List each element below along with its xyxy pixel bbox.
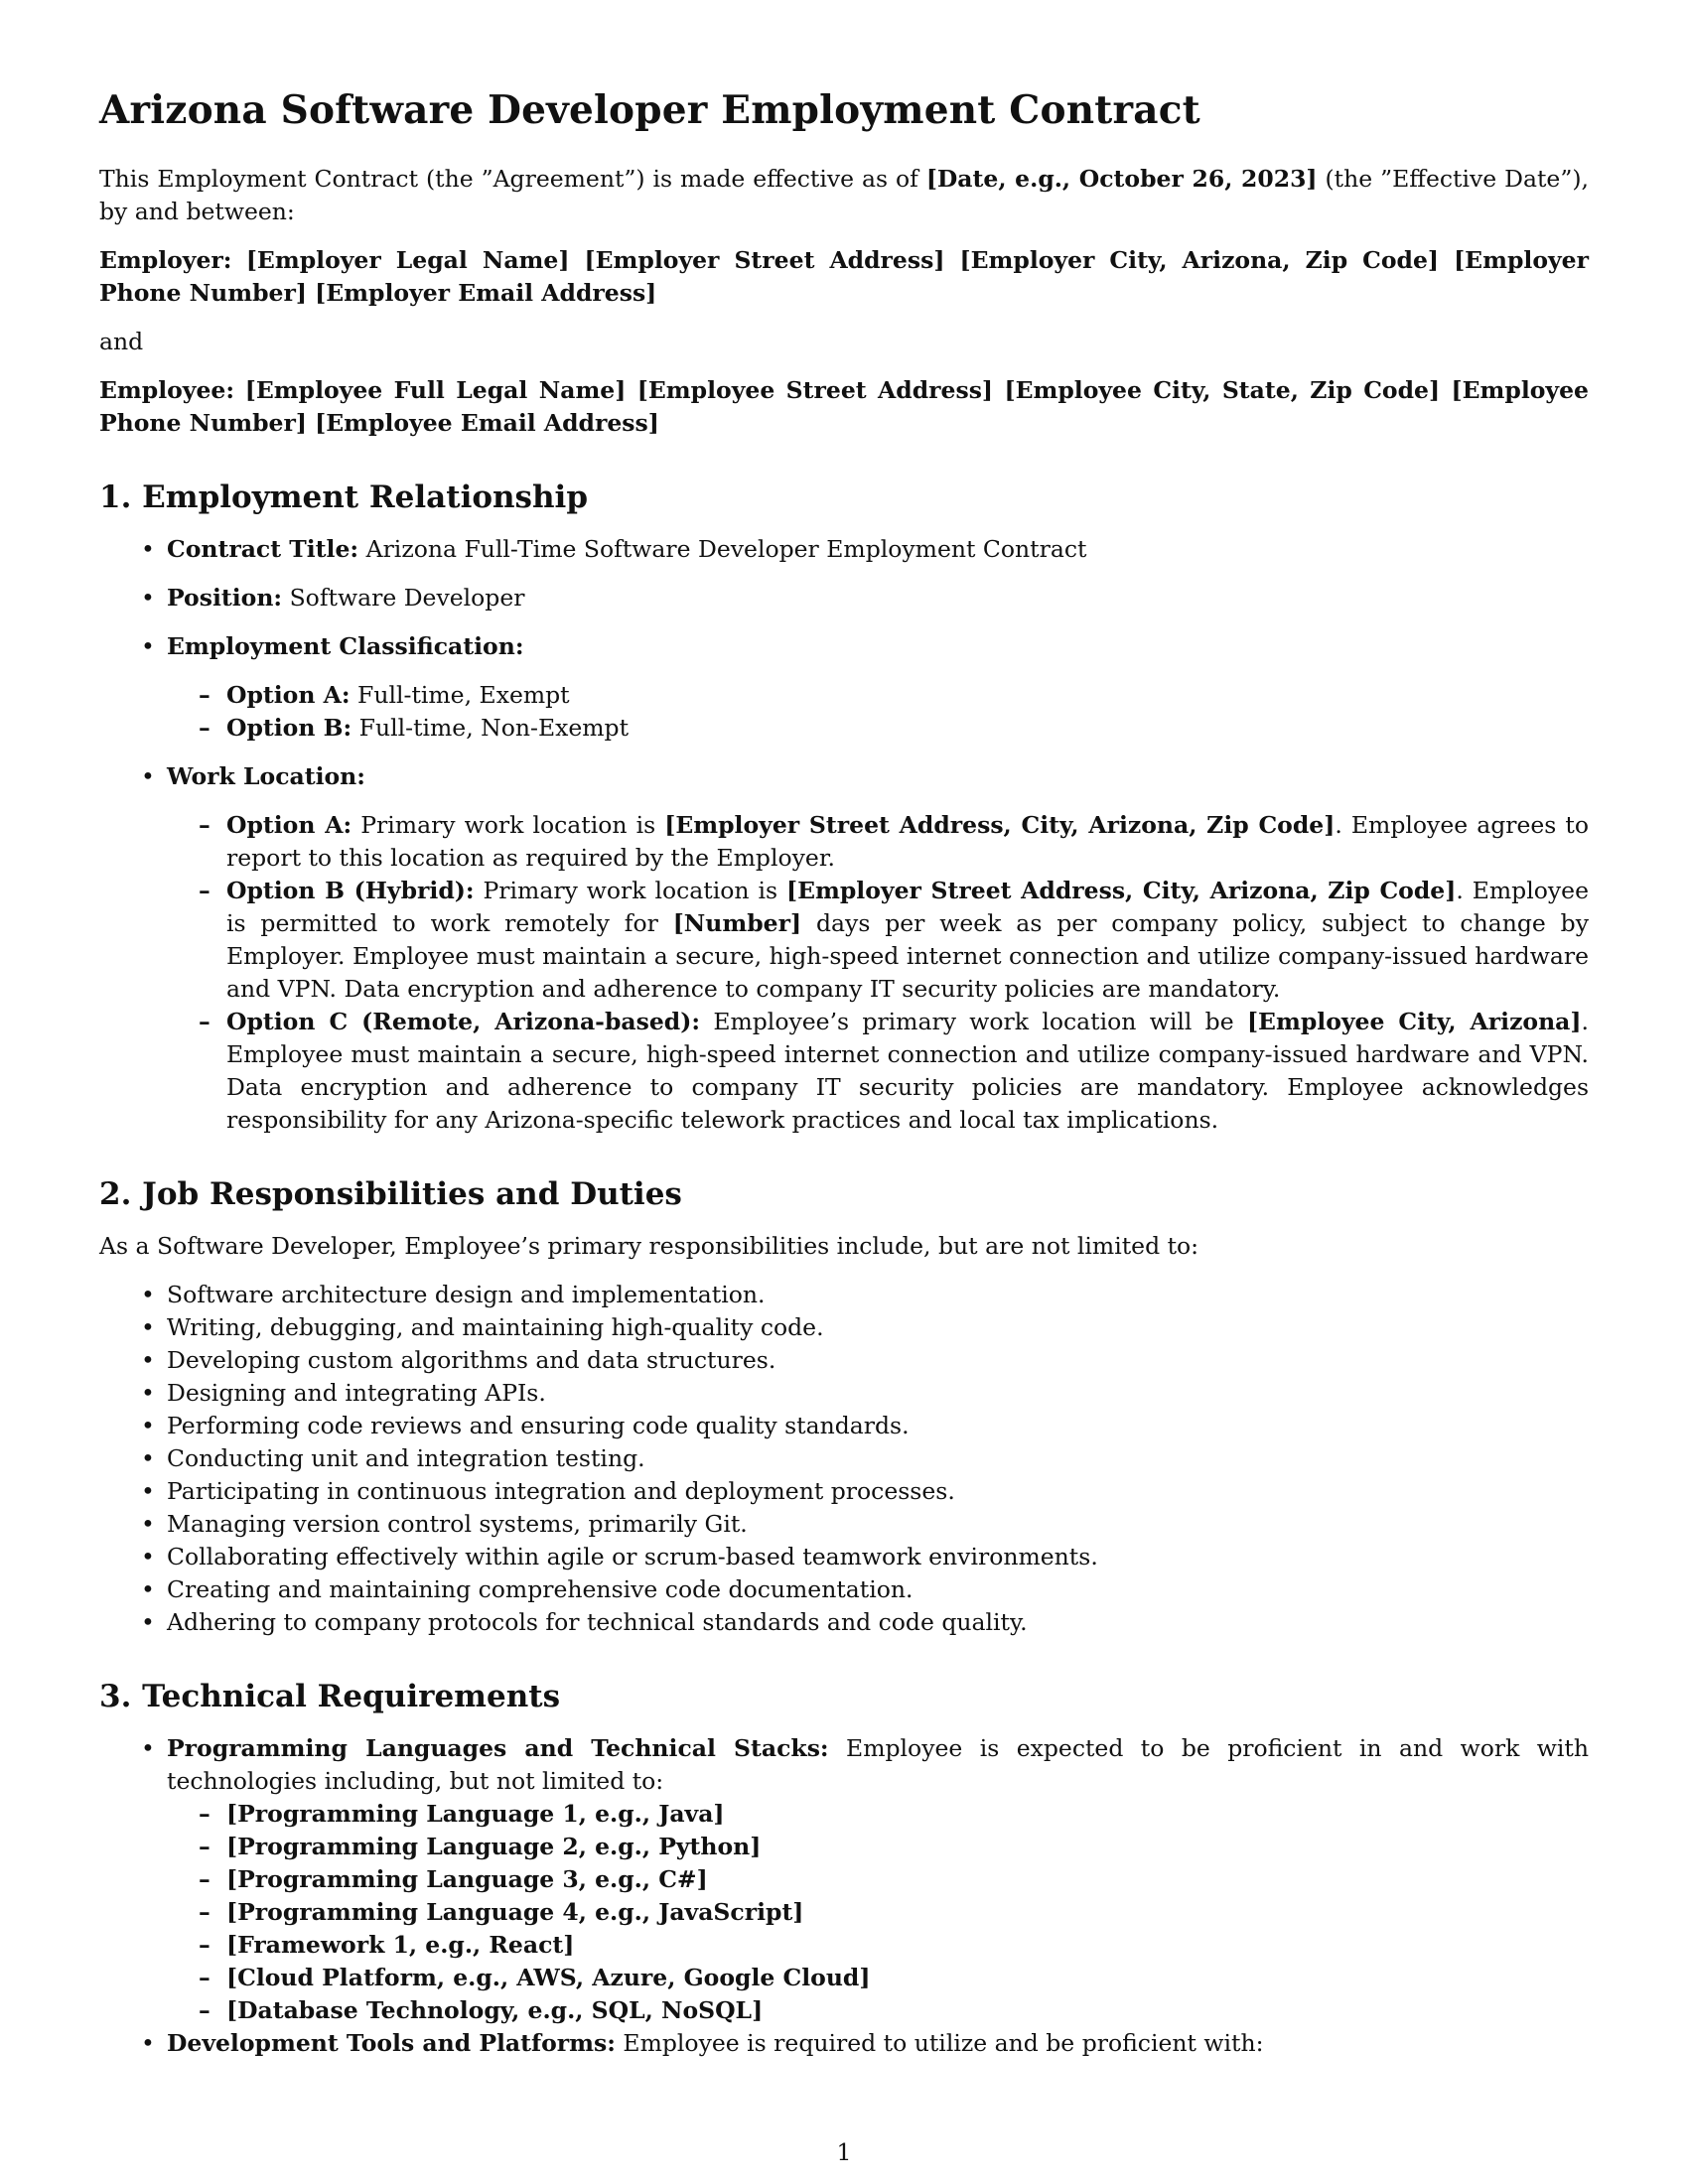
list-item: – [Programming Language 3, e.g., C#] (167, 1863, 1589, 1896)
list-item: – Option C (Remote, Arizona-based): Employee’s primary work location will be [Employee City, Arizona]. Employee must maintain a secure, high-speed internet connection and utilize company-issued hardware and VPN. Data encryption and adherence to company IT security policies are mandatory. Employee acknowledges responsibility for any Arizona-specific telework practices and local tax implications. (167, 1006, 1589, 1137)
effective-date-placeholder: [Date, e.g., October 26, 2023] (925, 165, 1318, 193)
list-item: • Employment Classification: – Option A: Full-time, Exempt – Option B: Full-time, Non-Exempt (99, 630, 1589, 745)
page-number: 1 (836, 2138, 852, 2166)
list-item: • Development Tools and Platforms: Employee is required to utilize and be proficient with: (99, 2027, 1589, 2060)
list-item: – Option B: Full-time, Non-Exempt (167, 712, 1589, 745)
list-item: • Software architecture design and implementation. (99, 1279, 1589, 1311)
list-item: • Designing and integrating APIs. (99, 1377, 1589, 1410)
employer-details: [Employer Legal Name] [Employer Street Address] [Employer City, Arizona, Zip Code] [Employer Phone Number] [Employer Email Address] (99, 246, 1589, 307)
responsibilities-list (99, 1279, 1589, 1639)
list-item: – [Programming Language 4, e.g., JavaScript] (167, 1896, 1589, 1929)
document-page (99, 87, 1589, 2060)
list-item: • Programming Languages and Technical Stacks: Employee is expected to be proficient in and work with technologies including, but not limited to: – [Programming Language 1, e.g., Java] – [Programming Language 2, e.g., Python] – [Programming Language 3, e.g., C#] – [Programming Language 4, e.g., JavaScript] – [Framework 1, e.g., React] – [Cloud Platform, e.g., AWS, Azure, Google Cloud] – [Database Technology, e.g., SQL, NoSQL] (99, 1732, 1589, 2027)
list-item: – [Programming Language 1, e.g., Java] (167, 1798, 1589, 1831)
list-item: • Writing, debugging, and maintaining high-quality code. (99, 1311, 1589, 1344)
work-location-options (167, 809, 1589, 1137)
technical-requirements-list (99, 1732, 1589, 2060)
section-3-heading: 3. Technical Requirements (99, 1679, 561, 1714)
employee-details: [Employee Full Legal Name] [Employee Street Address] [Employee City, State, Zip Code] [Employee Phone Number] [Employee Email Address] (99, 376, 1589, 437)
list-item: – Option A: Full-time, Exempt (167, 679, 1589, 712)
list-item: – Option B (Hybrid): Primary work location is [Employer Street Address, City, Arizona, Zip Code]. Employee is permitted to work remotely for [Number] days per week as per company policy, subject to change by Employer. Employee must maintain a secure, high-speed internet connection and utilize company-issued hardware and VPN. Data encryption and adherence to company IT security policies are mandatory. (167, 875, 1589, 1006)
employee-block: Employee: [Employee Full Legal Name] [Employee Street Address] [Employee City, State, Zip Code] [Employee Phone Number] [Employee Email Address] (99, 376, 1589, 437)
list-item: • Conducting unit and integration testing. (99, 1442, 1589, 1475)
document-title: Arizona Software Developer Employment Contract (99, 87, 1200, 133)
list-item: – [Programming Language 2, e.g., Python] (167, 1831, 1589, 1863)
employer-block: Employer: [Employer Legal Name] [Employer Street Address] [Employer City, Arizona, Zip Code] [Employer Phone Number] [Employer Email Address] (99, 246, 1589, 307)
employment-relationship-list (99, 533, 1589, 1137)
list-item: • Contract Title: Arizona Full-Time Software Developer Employment Contract (99, 533, 1589, 566)
intro-paragraph: This Employment Contract (the ”Agreement”) is made effective as of [Date, e.g., October 26, 2023] (the ”Effective Date”), by and between: (99, 165, 1589, 225)
list-item: – [Cloud Platform, e.g., AWS, Azure, Google Cloud] (167, 1962, 1589, 1994)
list-item: • Managing version control systems, primarily Git. (99, 1508, 1589, 1541)
list-item: • Collaborating effectively within agile or scrum-based teamwork environments. (99, 1541, 1589, 1573)
section-2-heading: 2. Job Responsibilities and Duties (99, 1176, 682, 1212)
section-1-heading: 1. Employment Relationship (99, 479, 589, 515)
list-item: • Work Location: – Option A: Primary work location is [Employer Street Address, City, Arizona, Zip Code]. Employee agrees to report to this location as required by the Employer. – Option B (Hybrid): Primary work location is [Employer Street Address, City, Arizona, Zip Code]. Employee is permitted to work remotely for [Number] days per week as per company policy, subject to change by Employer. Employee must maintain a secure, high-speed internet connection and utilize company-issued hardware and VPN. Data encryption and adherence to company IT security policies are mandatory. – Option C (Remote, Arizona-based): Employee’s primary work location will be [Employee City, Arizona]. Employee must maintain a secure, high-speed internet connection and utilize company-issued hardware and VPN. Data encryption and adherence to company IT security policies are mandatory. Employee acknowledges responsibility for any Arizona-specific telework practices and local tax implications. (99, 760, 1589, 1137)
list-item: – [Database Technology, e.g., SQL, NoSQL] (167, 1994, 1589, 2027)
section-2-intro: As a Software Developer, Employee’s primary responsibilities include, but are not limited to: (99, 1232, 1199, 1260)
list-item: • Creating and maintaining comprehensive code documentation. (99, 1573, 1589, 1606)
list-item: • Participating in continuous integration and deployment processes. (99, 1475, 1589, 1508)
list-item: – Option A: Primary work location is [Employer Street Address, City, Arizona, Zip Code]. Employee agrees to report to this location as required by the Employer. (167, 809, 1589, 875)
list-item: • Performing code reviews and ensuring code quality standards. (99, 1410, 1589, 1442)
tech-stack-list (167, 1798, 1589, 2027)
list-item: – [Framework 1, e.g., React] (167, 1929, 1589, 1962)
list-item: • Adhering to company protocols for technical standards and code quality. (99, 1606, 1589, 1639)
and-text: and (99, 328, 144, 355)
classification-options (167, 679, 1589, 745)
list-item: • Position: Software Developer (99, 582, 1589, 614)
list-item: • Developing custom algorithms and data structures. (99, 1344, 1589, 1377)
